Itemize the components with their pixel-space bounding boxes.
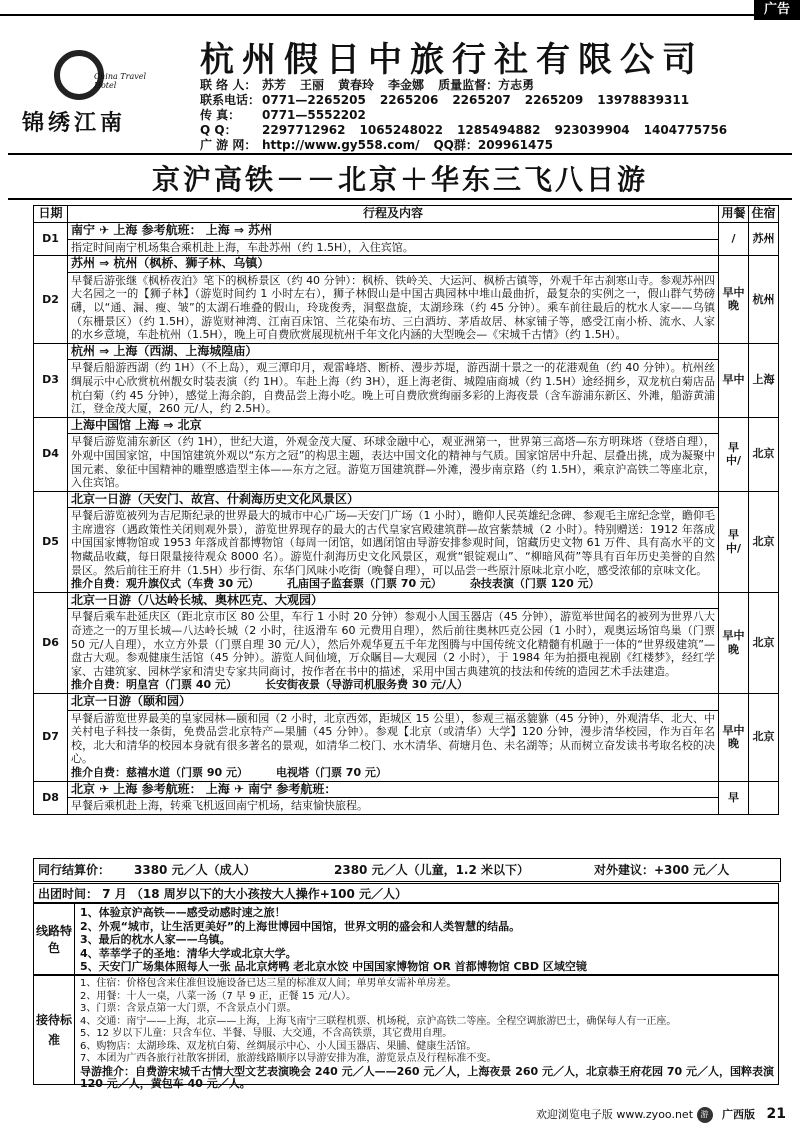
day-label: D4 [34, 417, 68, 491]
day-stay [749, 781, 779, 814]
contact-value: 923039904 [554, 123, 630, 137]
day-extras [71, 678, 715, 692]
table-row [34, 360, 779, 417]
header-date: 日期 [34, 206, 68, 223]
day-desc-cell [68, 508, 719, 593]
day-stay: 苏州 [749, 223, 779, 256]
extra-item: 杂技表演（门票 120 元） [469, 577, 600, 591]
table-row [34, 710, 779, 781]
feature-item: 5、天安门广场集体照每人一张 品北京烤鸭 老北京水饺 中国国家博物馆 OR 首都博物馆 CBD 区域空镜 [80, 960, 587, 973]
day-route: 上海中国馆 上海 ⇒ 北京 [68, 417, 719, 434]
table-row [34, 694, 779, 711]
table-row [34, 343, 779, 360]
day-label: D7 [34, 694, 68, 782]
contact-value: QQ群：209961475 [433, 138, 554, 152]
contact-value: 1285494882 [457, 123, 541, 137]
table-row [34, 417, 779, 434]
day-description: 早餐后船游西湖（约 1H）（不上岛），观三潭印月，观雷峰塔、断桥、漫步苏堤，游西湖十景之一的花港观鱼（约 40 分钟）。杭州丝绸展示中心欣赏杭州靓女时装表演（约 1H）。车赴上海（约 3H），逛上海老街、城隍庙商城（约 1.5H）途经拥乡，双龙杭白菊店品杭白菊（约 45 分钟），感觉上海余韵，自费品尝上海小吃。晚上可自费欣赏绚丽多彩的上海夜景（含车游浦东新区、外滩，船游黄浦江，登金茂大厦，260 元/人，约 2.5H）。 [71, 361, 715, 416]
extra-item: 推介自费：观升旗仪式（车费 30 元） [71, 577, 259, 591]
contact-value: 李金娜 [388, 78, 425, 92]
standards-label: 接待标准 [34, 976, 75, 1084]
standards-section [33, 975, 779, 1090]
extra-item: 长安街夜景（导游司机服务费 30 元/人） [264, 678, 468, 692]
table-header-row [34, 206, 779, 223]
day-route: 北京 ✈ 上海 参考航班： 上海 ✈ 南宁 参考航班： [68, 781, 719, 798]
logo-cn: 锦绣江南 [22, 110, 127, 136]
extra-item: 孔庙国子监套票（门票 70 元） [286, 577, 442, 591]
day-stay: 北京 [749, 592, 779, 693]
day-extras [71, 766, 715, 780]
day-desc-cell [68, 798, 719, 815]
departure-time: 出团时间： 7 月 （18 周岁以下的大小孩按大人操作+100 元／人） [33, 883, 779, 903]
contact-row [200, 93, 727, 108]
contact-label: 传 真： [200, 108, 241, 122]
day-description: 早餐后乘机赴上海，转乘飞机返回南宁机场，结束愉快旅程。 [71, 799, 368, 813]
day-label: D8 [34, 781, 68, 814]
day-stay: 上海 [749, 343, 779, 417]
day-meal: 早中晚 [719, 592, 749, 693]
features-label: 线路特色 [34, 904, 75, 974]
day-description: 早餐后游览世界最美的皇家园林—颐和园（2 小时，北京西郊，距城区 15 公里），参观三福丞貔貅（45 分钟），外观清华、北大、中关村电子科技一条街，免费品尝北京特产—果脯（45 分钟）。参观【北京（或清华）大学】120 分钟，漫步清华校园，作为百年名校，北大和清华的校园本身就有很多著名的景观，如清华二校门、水木清华、荷塘月色、未名湖等；从而树立奋发读书考取名校的决心。 [71, 711, 715, 766]
day-desc-cell [68, 272, 719, 343]
standard-item: 5、12 岁以下儿童：只含车位、半餐、导服、大交通，不含高铁票，其它费用自理。 [80, 1028, 453, 1039]
guide-recommend: 导游推介：自费游宋城千古情大型文艺表演晚会 240 元／人——260 元／人，上海夜景 260 元／人，北京恭王府花园 70 元／人，国粹表演 120 元／人，黄包车 40 元／人。 [80, 1064, 774, 1090]
day-desc-cell [68, 710, 719, 781]
table-row [34, 508, 779, 593]
day-meal: 早 [719, 781, 749, 814]
day-desc-cell [68, 360, 719, 417]
header-route: 行程及内容 [68, 206, 719, 223]
day-description: 早餐后游览浦东新区（约 1H），世纪大道，外观金茂大厦、环球金融中心，观亚洲第一，世界第三高塔—东方明珠塔（登塔自理），外观中国国家馆，中国馆建筑外观以“东方之冠”的构思主题，表达中国文化的精神与气质。国家馆居中升起、层叠出挑，成为凝聚中国元素、象征中国精神的雕塑感造型主体——东方之冠。游览万国建筑群—外滩，漫步南京路（约 1.5H），乘京沪高铁二等座北京，入住宾馆。 [71, 435, 715, 490]
day-description: 早餐后游张继《枫桥夜泊》笔下的枫桥景区（约 40 分钟）：枫桥、铁岭关、大运河、枫桥古镇等，外观千年古刹寒山寺。参观苏州四大名园之一的【狮子林】（游览时间约 1 小时左右），狮子林假山是中国古典园林中堆山最曲折，最复杂的实例之一，假山群气势磅礴，以“通、漏、瘦、皱”的太湖石堆叠的假山，玲珑俊秀，洞壑盘旋，太湖珍珠（约 45 分钟）。乘车前往最后的枕水人家——乌镇（东栅景区）（约 1.5H），游览财神湾、江南百床馆、兰花染布坊、三白酒坊、茅盾故居、林家铺子等，感受江南小桥、流水、人家的水乡意境，车赴杭州（1.5H），晚上可自费欣赏展现杭州千年文化内涵的大型晚会—《宋城千古情》（约 1.5H）。 [71, 273, 715, 342]
feature-item: 4、莘莘学子的圣地：清华大学或北京大学。 [80, 946, 297, 960]
day-description: 指定时间南宁机场集合乘机赴上海，车赴苏州（约 1.5H），入住宾馆。 [71, 240, 414, 254]
price-adult: 3380 元／人（成人） [134, 863, 256, 877]
day-label: D1 [34, 223, 68, 256]
table-row [34, 798, 779, 815]
day-label: D2 [34, 256, 68, 344]
table-row [34, 609, 779, 694]
day-desc-cell [68, 434, 719, 491]
contact-value: 2265206 [379, 93, 439, 107]
price-suggest: 对外建议：+300 元／人 [594, 863, 730, 877]
header-stay: 住宿 [749, 206, 779, 223]
day-extras [71, 577, 715, 591]
contact-value: 0771—5552202 [262, 108, 366, 122]
footer-badge-icon: 游 [697, 1107, 713, 1123]
price-child: 2380 元／人（儿童，1.2 米以下） [334, 863, 530, 877]
day-stay: 北京 [749, 694, 779, 782]
day-stay: 北京 [749, 417, 779, 491]
contact-value: 13978839311 [597, 93, 690, 107]
tour-title: 京沪高铁－－北京＋华东三飞八日游 [151, 163, 648, 196]
table-row [34, 491, 779, 508]
contact-label: 联系电话： [200, 93, 261, 107]
contact-value: 1404775756 [643, 123, 728, 137]
day-description: 早餐后乘车赴延庆区（距北京市区 80 公里，车行 1 小时 20 分钟）参观小人国玉器店（45 分钟），游览举世闻名的被列为世界八大奇迹之一的万里长城—八达岭长城（2 小时，往返滑车 60 元费用自理），然后前往奥林匹克公园（1 小时），观奥运场馆鸟巢（门票 50 元/人自理），水立方外景（门票自理 30 元/人），然后外观华夏五千年龙图腾与中国传统文化精髓有机融于一体的“世界级建筑”—盘古大观。参观健康生活馆（45 分钟）。游览人间仙境，万众瞩目—大观园（2 小时），于 1984 年为拍摄电视剧《红楼梦》，经红学家、古建筑家、园林学家和清史专家共同商讨，按作者在书中的描述，采用中国古典建筑的技法和传统的造园艺术手法建造。 [71, 610, 715, 678]
contact-value: 2265207 [452, 93, 511, 107]
day-desc-cell [68, 609, 719, 694]
header-meal: 用餐 [719, 206, 749, 223]
standard-item: 4、交通：南宁——上海，北京——上海，上海飞南宁三联程机票、机场税，京沪高铁二等座。全程空调旅游巴士，确保每人有一正座。 [80, 1015, 677, 1027]
extra-item: 推介自费：明皇宫（门票 40 元） [71, 678, 237, 692]
day-stay: 北京 [749, 491, 779, 592]
page-number: 21 [766, 1106, 786, 1122]
contact-value: 0771—2265205 [262, 93, 366, 107]
day-label: D5 [34, 491, 68, 592]
contact-label: 联 络 人： [200, 78, 257, 92]
contact-value: 2265209 [524, 93, 584, 107]
standard-item: 2、用餐：十人一桌，八菜一汤（7 早 9 正，正餐 15 元/人）。 [80, 990, 357, 1002]
day-desc-cell [68, 239, 719, 256]
day-route: 苏州 ⇒ 杭州（枫桥、狮子林、乌镇） [68, 256, 719, 273]
contact-row [200, 108, 727, 123]
feature-item: 1、体验京沪高铁——感受动感时速之旅！ [80, 906, 286, 919]
ad-tag: 广告 [754, 0, 800, 20]
day-meal: 早中 [719, 343, 749, 417]
day-meal: / [719, 223, 749, 256]
standards-list [80, 978, 774, 1091]
divider [8, 198, 792, 200]
table-row [34, 256, 779, 273]
day-label: D3 [34, 343, 68, 417]
contact-block [200, 78, 727, 153]
table-row [34, 781, 779, 798]
table-row [34, 223, 779, 240]
contact-row [200, 78, 727, 93]
extra-item: 电视塔（门票 70 元） [275, 765, 387, 779]
features-list [80, 906, 587, 974]
footer-edition: 广西版 [722, 1108, 756, 1121]
company-name: 杭州假日中旅行社有限公司 [200, 40, 704, 80]
standard-item: 1、住宿：价格包含来住准但设施设备已达三星的标准双人间；单男单女需补单房差。 [80, 978, 457, 989]
extra-item: 推介自费：慈禧水道（门票 90 元） [71, 765, 248, 779]
contact-value: 质量监督：方志勇 [438, 78, 535, 92]
day-route: 北京一日游（八达岭长城、奥林匹克、大观园） [68, 592, 719, 609]
top-rule [0, 0, 800, 16]
contact-value: 王丽 [300, 78, 325, 92]
day-route: 北京一日游（天安门、故宫、什刹海历史文化风景区） [68, 491, 719, 508]
day-meal: 早中/ [719, 491, 749, 592]
footer [536, 1106, 786, 1123]
contact-value: 黄春玲 [338, 78, 375, 92]
day-route: 北京一日游（颐和园） [68, 694, 719, 711]
price-row [33, 858, 781, 882]
features-section [33, 903, 779, 975]
contact-row [200, 138, 727, 153]
price-label: 同行结算价： [38, 863, 111, 877]
divider [8, 153, 792, 155]
day-label: D6 [34, 592, 68, 693]
contact-value: 苏芳 [262, 78, 287, 92]
day-description: 早餐后游览被列为吉尼斯纪录的世界最大的城市中心广场—天安门广场（1 小时），瞻仰人民英雄纪念碑、参观毛主席纪念堂，瞻仰毛主席遗容（遇政策性关闭则观外景），游览世界现存的最大的古代皇家宫殿建筑群—故宫紫禁城（2 小时）。特别赠送：1912 年落成中国国家博物馆或 1953 年落成首都博物馆（每周一闭馆，如遇闭馆由导游安排参观时间，馆藏历史文物 61 万件、具有高水平的文物藏品收藏，每日限量接待观众 8000 名）。游览什刹海历史文化风景区，观赏“银锭观山”、“柳暗风荷”等具有百年历史美誉的自然景区。然后前往王府井（1.5H）步行街、东华门风味小吃街（晚餐自理），可以品尝一些原汁原味北京小吃，感受浓郁的京味文化。 [71, 509, 715, 577]
day-meal: 早中/ [719, 417, 749, 491]
day-route: 南宁 ✈ 上海 参考航班： 上海 ⇒ 苏州 [68, 223, 719, 240]
feature-item: 3、最后的枕水人家——乌镇。 [80, 933, 231, 946]
standard-item: 7、本团为广西各旅行社散客拼团，旅游线路顺序以导游安排为准，游览景点及行程标准不变。 [80, 1053, 497, 1064]
feature-item: 2、外观“城市，让生活更美好”的上海世博园中国馆，世界文明的盛会和人类智慧的结晶。 [80, 919, 521, 933]
day-meal: 早中晚 [719, 694, 749, 782]
contact-row [200, 123, 727, 138]
standard-item: 6、购物店：太湖珍珠、双龙杭白菊、丝绸展示中心、小人国玉器店、果脯、健康生活馆。 [80, 1040, 477, 1052]
table-row [34, 592, 779, 609]
itinerary-table [33, 205, 779, 815]
contact-value: 1065248022 [359, 123, 443, 137]
logo-en: China Travel Hotel [94, 72, 147, 90]
contact-label: Q Q： [200, 123, 237, 137]
contact-label: 广 游 网： [200, 138, 257, 152]
contact-value: 2297712962 [262, 123, 346, 137]
table-row [34, 272, 779, 343]
day-route: 杭州 ⇒ 上海（西湖、上海城隍庙） [68, 343, 719, 360]
day-stay: 杭州 [749, 256, 779, 344]
standard-item: 3、门票：含景点第一大门票，不含景点小门票。 [80, 1003, 297, 1014]
table-row [34, 239, 779, 256]
logo [18, 40, 168, 150]
footer-text: 欢迎浏览电子版 www.zyoo.net [535, 1108, 694, 1121]
table-row [34, 434, 779, 491]
contact-value: http://www.gy558.com/ [262, 138, 420, 152]
day-meal: 早中晚 [719, 256, 749, 344]
